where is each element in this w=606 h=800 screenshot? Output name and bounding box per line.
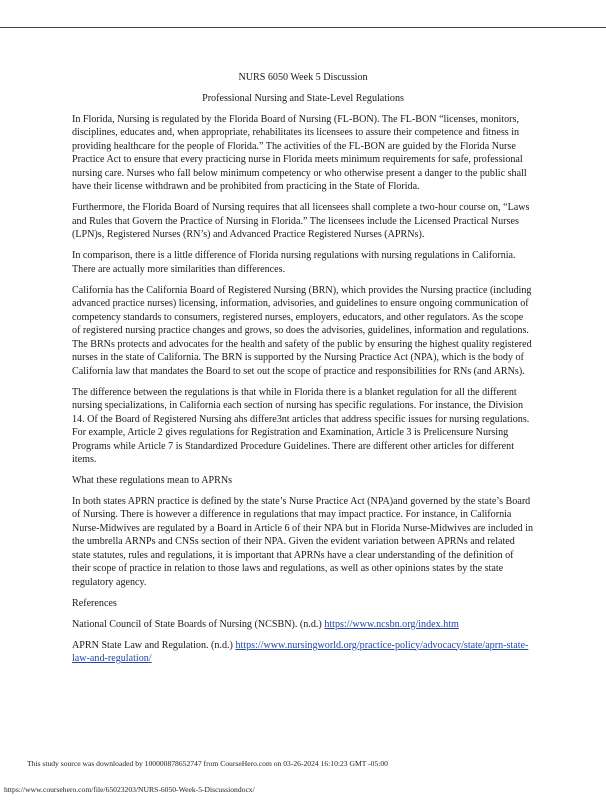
document-subtitle: Professional Nursing and State-Level Regulations <box>202 93 404 105</box>
paragraph-comparison: In comparison, there is a little difference of Florida nursing regulations with nursing regulations in California. There are actually more similarities than differences. <box>72 250 516 275</box>
document-body <box>72 71 534 673</box>
references-heading: References <box>72 597 117 609</box>
top-divider <box>0 27 606 28</box>
reference-text: APRN State Law and Regulation. (n.d.) <box>72 639 236 651</box>
paragraph-florida-regulation: In Florida, Nursing is regulated by the Florida Board of Nursing (FL-BON). The FL-BON “licenses, monitors, disciplines, educates and, when appropriate, rehabilitates its licensees to assure their competence and fitness in providing healthcare for the people of Florida.” The activities of the FL-BON are guided by the Florida Nurse Practice Act to ensure that every practicing nurse in Florida meets minimum requirements for safe, professional nursing care. Nurses who fall below minimum competency or who otherwise present a danger to the public shall have their license withdrawn and be prohibited from practicing in the State of Florida. <box>72 113 527 193</box>
paragraph-aprn-practice: In both states APRN practice is defined by the state’s Nurse Practice Act (NPA)and governed by the state’s Board of Nursing. There is however a difference in regulations that may impact practice. For instance, in California Nurse-Midwives are regulated by a Board in Article 6 of their NPA but in Florida Nurse-Midwives are included in the umbrella ARNPs and CNSs section of their NPA. Given the evident variation between APRNs and related state statutes, rules and regulations, it is important that APRNs have a clear understanding of the definition of their scope of practice in relation to those laws and regulations, as well as other opinions states by the state regulatory agency. <box>72 495 534 588</box>
reference-item-aprn-law <box>72 639 534 666</box>
reference-link-nursingworld[interactable]: https://www.nursingworld.org/practice-policy/advocacy/state/aprn-state-law-and-regulation/ <box>72 639 529 664</box>
section-heading-aprns: What these regulations mean to APRNs <box>72 474 233 486</box>
reference-item-ncsbn <box>72 618 534 632</box>
paragraph-florida-course: Furthermore, the Florida Board of Nursing requires that all licensees shall complete a two-hour course on, “Laws and Rules that Govern the Practice of Nursing in Florida.” The licensees include the Licensed Practical Nurses (LPN)s, Registered Nurses (RN’s) and Advanced Practice Registered Nurses (APRNs). <box>72 202 530 241</box>
document-title: NURS 6050 Week 5 Discussion <box>238 72 368 83</box>
download-notice: This study source was downloaded by 100000878652747 from CourseHero.com on 03-26-2024 16:10:23 GMT -05:00 <box>27 759 388 768</box>
paragraph-differences: The difference between the regulations is that while in Florida there is a blanket regulation for all the different nursing specializations, in California each section of nursing has specific regulations. For instance, the Division 14. Of the Board of Registered Nursing ahs differe3nt articles that address specific issues for nursing regulations. For example, Article 2 gives regulations for Registration and Examination, Article 3 is Prelicensure Nursing Programs while Article 7 is Standardized Procedure Guidelines. There are different other articles for different items. <box>72 386 530 466</box>
reference-text: National Council of State Boards of Nursing (NCSBN). (n.d.) <box>72 618 325 630</box>
paragraph-california-brn: California has the California Board of Registered Nursing (BRN), which provides the Nursing practice (including advanced practice nurses) licensing, information, advisories, and guidelines to ensure ongoing communication of competency standards to consumers, registered nurses, employers, educators, and other regulators. As the scope of registered nursing practice changes and grows, so does the advisories, guidelines, information and regulations. The BRNs protects and advocates for the health and safety of the public by ensuring the highest quality registered nurses in the state of California. The BRN is supported by the Nursing Practice Act (NPA), which is the body of California law that mandates the Board to set out the scope of practice and responsibilities for RNs (and ARNs). <box>72 284 532 377</box>
source-url: https://www.coursehero.com/file/65023203/NURS-6050-Week-5-Discussiondocx/ <box>4 785 255 794</box>
reference-link-ncsbn[interactable]: https://www.ncsbn.org/index.htm <box>324 618 459 630</box>
